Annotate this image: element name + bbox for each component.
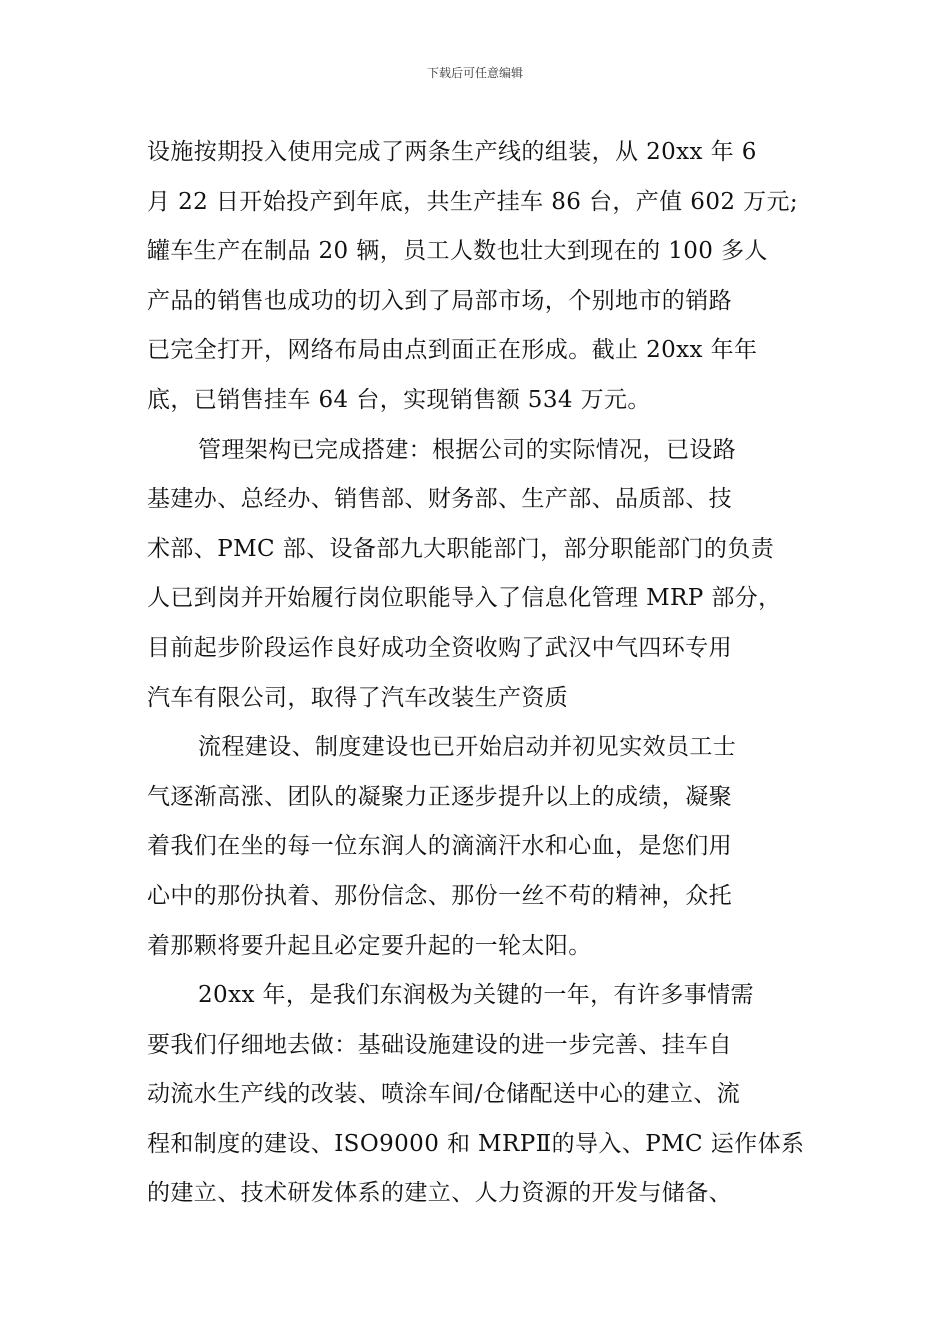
text-line: 心中的那份执着、那份信念、那份一丝不苟的精神，众托	[147, 882, 732, 909]
text-line: 动流水生产线的改装、喷涂车间/仓储配送中心的建立、流	[147, 1081, 741, 1108]
document-body	[147, 128, 817, 1219]
text-line: 设施按期投入使用完成了两条生产线的组装，从 20xx 年 6	[147, 139, 757, 165]
text-line: 的建立、技术研发体系的建立、人力资源的开发与储备、	[147, 1180, 732, 1207]
text-line: 产品的销售也成功的切入到了局部市场，个别地市的销路	[147, 287, 732, 314]
paragraph-first-line: 流程建设、制度建设也已开始启动并初见实效员工士	[198, 734, 737, 761]
text-line: 着我们在坐的每一位东润人的滴滴汗水和心血，是您们用	[147, 833, 732, 860]
text-line: 着那颗将要升起且必定要升起的一轮太阳。	[147, 932, 592, 959]
text-line: 罐车生产在制品 20 辆，员工人数也壮大到现在的 100 多人	[147, 238, 768, 265]
text-line: 程和制度的建设、ISO9000 和 MRPⅡ的导入、PMC 运作体系	[147, 1130, 805, 1157]
text-line: 底，已销售挂车 64 台，实现销售额 534 万元。	[147, 386, 651, 413]
text-line: 要我们仔细地去做：基础设施建设的进一步完善、挂车自	[147, 1031, 732, 1058]
text-line: 汽车有限公司，取得了汽车改装生产资质	[147, 684, 569, 711]
text-line: 基建办、总经办、销售部、财务部、生产部、品质部、技	[147, 486, 732, 513]
paragraph-first-line: 管理架构已完成搭建：根据公司的实际情况，已设路	[198, 436, 737, 463]
text-line: 术部、PMC 部、设备部九大职能部门，部分职能部门的负责	[147, 535, 775, 562]
page-header: 下载后可任意编辑	[426, 66, 523, 80]
text-line: 月 22 日开始投产到年底，共生产挂车 86 台，产值 602 万元;	[147, 188, 799, 215]
text-line: 已完全打开，网络布局由点到面正在形成。截止 20xx 年年	[147, 337, 758, 364]
text-line: 气逐渐高涨、团队的凝聚力正逐步提升以上的成绩，凝聚	[147, 783, 732, 810]
text-line: 目前起步阶段运作良好成功全资收购了武汉中气四环专用	[147, 634, 732, 661]
paragraph-first-line: 20xx 年，是我们东润极为关键的一年，有许多事情需	[198, 982, 754, 1009]
text-line: 人已到岗并开始履行岗位职能导入了信息化管理 MRP 部分，	[147, 585, 782, 612]
